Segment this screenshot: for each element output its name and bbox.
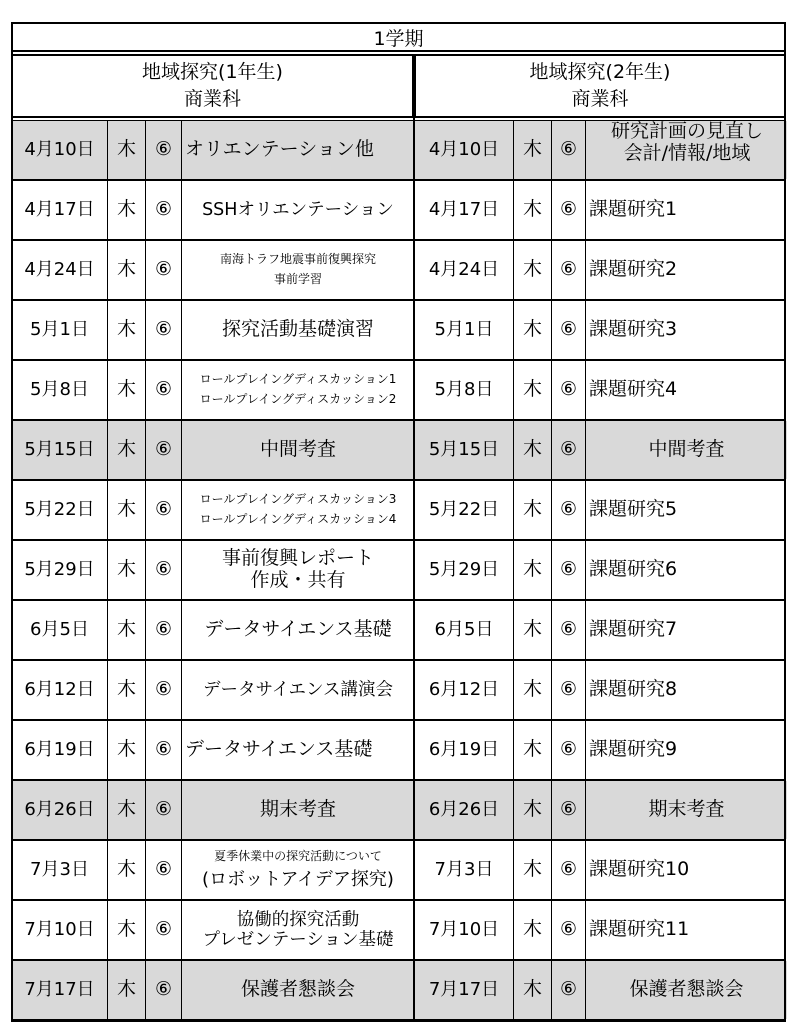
- grade2-period-cell: ⑥: [552, 901, 586, 959]
- content-text: 中間考査: [259, 438, 336, 461]
- grade2-day-cell: 木: [514, 121, 552, 179]
- grade1-date-cell: 7月17日: [12, 961, 108, 1019]
- grade2-day-cell: 木: [514, 781, 552, 839]
- content-text: 中間考査: [648, 438, 725, 461]
- grade2-date-cell: 6月19日: [415, 721, 514, 779]
- content-text: 課題研究3: [589, 318, 678, 341]
- content-text: データサイエンス基礎: [204, 618, 392, 641]
- grade2-day-cell: 木: [514, 901, 552, 959]
- content-text: 課題研究8: [589, 678, 678, 701]
- content-text: 課題研究9: [589, 738, 678, 761]
- grade1-content-cell: [182, 661, 415, 719]
- grade2-period-cell: ⑥: [552, 721, 586, 779]
- grade-separator: [413, 118, 415, 1022]
- grade1-period-cell: ⑥: [146, 721, 182, 779]
- grade1-content-cell: [182, 241, 415, 299]
- grade2-day-cell: 木: [514, 661, 552, 719]
- grade1-day-cell: 木: [108, 841, 146, 899]
- grade1-dept: 商業科: [183, 87, 241, 110]
- grade2-period-cell: ⑥: [552, 301, 586, 359]
- grade2-date-cell: 5月15日: [415, 421, 514, 479]
- grade2-content-cell: [586, 241, 787, 299]
- grade1-period-cell: ⑥: [146, 841, 182, 899]
- grade1-period-cell: ⑥: [146, 241, 182, 299]
- grade1-period-cell: ⑥: [146, 661, 182, 719]
- content-line: ロールプレイングディスカッション1: [199, 372, 397, 387]
- grade1-day-cell: 木: [108, 781, 146, 839]
- grade2-date-cell: 5月29日: [415, 541, 514, 599]
- content-text: 課題研究6: [589, 558, 678, 581]
- grade2-content-cell: [586, 421, 787, 479]
- grade1-period-cell: ⑥: [146, 361, 182, 419]
- grade1-content-cell: [182, 181, 415, 239]
- grade2-day-cell: 木: [514, 301, 552, 359]
- content-line: 協働的探究活動: [236, 909, 360, 930]
- grade2-date-cell: 6月12日: [415, 661, 514, 719]
- grade1-day-cell: 木: [108, 241, 146, 299]
- grade1-day-cell: 木: [108, 301, 146, 359]
- grade2-date-cell: 4月24日: [415, 241, 514, 299]
- content-text: 課題研究1: [589, 198, 678, 221]
- table-row: [11, 360, 786, 420]
- grade1-content-cell: [182, 421, 415, 479]
- grade2-period-cell: ⑥: [552, 361, 586, 419]
- content-line: 事前復興レポート: [221, 547, 374, 570]
- grade1-period-cell: ⑥: [146, 601, 182, 659]
- grade1-date-cell: 6月12日: [12, 661, 108, 719]
- grade1-course: 地域探究(1年生): [142, 61, 283, 84]
- grade1-content-cell: [182, 541, 415, 599]
- content-line: 夏季休業中の探究活動について: [214, 848, 382, 863]
- content-text: SSHオリエンテーション: [202, 199, 394, 220]
- grade2-day-cell: 木: [514, 361, 552, 419]
- grade2-date-cell: 5月1日: [415, 301, 514, 359]
- content-line: 作成・共有: [250, 569, 346, 591]
- content-line: (ロボットアイデア探究): [202, 868, 394, 890]
- grade1-date-cell: 5月1日: [12, 301, 108, 359]
- grade2-date-cell: 5月22日: [415, 481, 514, 539]
- grade1-period-cell: ⑥: [146, 481, 182, 539]
- content-text: 探究活動基礎演習: [221, 318, 374, 341]
- grade1-date-cell: 5月22日: [12, 481, 108, 539]
- grade2-content-cell: [586, 601, 787, 659]
- content-line: 南海トラフ地震事前復興探究: [219, 252, 376, 267]
- grade1-day-cell: 木: [108, 421, 146, 479]
- grade1-header: [11, 54, 414, 118]
- grade2-period-cell: ⑥: [552, 481, 586, 539]
- grade2-period-cell: ⑥: [552, 961, 586, 1019]
- grade2-content-cell: [586, 961, 787, 1019]
- grade2-period-cell: ⑥: [552, 181, 586, 239]
- table-row: [11, 540, 786, 600]
- grade1-day-cell: 木: [108, 961, 146, 1019]
- grade1-period-cell: ⑥: [146, 421, 182, 479]
- grade1-date-cell: 7月3日: [12, 841, 108, 899]
- grade2-day-cell: 木: [514, 241, 552, 299]
- grade2-date-cell: 7月17日: [415, 961, 514, 1019]
- grade2-day-cell: 木: [514, 961, 552, 1019]
- content-line: ロールプレイングディスカッション4: [199, 512, 397, 526]
- grade1-content-cell: [182, 901, 415, 959]
- grade1-day-cell: 木: [108, 481, 146, 539]
- content-line: プレゼンテーション基礎: [202, 930, 394, 950]
- table-row: [11, 600, 786, 660]
- grade2-day-cell: 木: [514, 181, 552, 239]
- grade1-content-cell: [182, 601, 415, 659]
- grade2-date-cell: 7月10日: [415, 901, 514, 959]
- content-text: 課題研究11: [589, 918, 690, 941]
- content-text: データサイエンス講演会: [202, 679, 394, 700]
- grade2-content-cell: [586, 841, 787, 899]
- grade2-period-cell: ⑥: [552, 421, 586, 479]
- grade2-date-cell: 6月26日: [415, 781, 514, 839]
- grade1-period-cell: ⑥: [146, 901, 182, 959]
- grade1-day-cell: 木: [108, 541, 146, 599]
- grade1-day-cell: 木: [108, 181, 146, 239]
- grade1-period-cell: ⑥: [146, 121, 182, 179]
- grade2-day-cell: 木: [514, 541, 552, 599]
- grade1-date-cell: 5月8日: [12, 361, 108, 419]
- grade2-day-cell: 木: [514, 601, 552, 659]
- table-row: [11, 180, 786, 240]
- content-text: 期末考査: [648, 798, 725, 821]
- grade2-date-cell: 4月10日: [415, 121, 514, 179]
- content-line: ロールプレイングディスカッション2: [199, 392, 397, 406]
- content-line: 会計/情報/地域: [623, 141, 751, 164]
- grade1-date-cell: 4月24日: [12, 241, 108, 299]
- table-row: [11, 240, 786, 300]
- grade1-content-cell: [182, 781, 415, 839]
- table-row: [11, 720, 786, 780]
- grade1-period-cell: ⑥: [146, 301, 182, 359]
- grade2-period-cell: ⑥: [552, 121, 586, 179]
- content-text: 課題研究4: [589, 378, 678, 401]
- grade2-period-cell: ⑥: [552, 601, 586, 659]
- content-line: 研究計画の見直し: [610, 120, 763, 142]
- grade1-content-cell: [182, 961, 415, 1019]
- grade1-day-cell: 木: [108, 901, 146, 959]
- grade2-date-cell: 6月5日: [415, 601, 514, 659]
- grade1-period-cell: ⑥: [146, 541, 182, 599]
- content-text: 課題研究10: [589, 858, 690, 881]
- grade2-date-cell: 4月17日: [415, 181, 514, 239]
- grade1-date-cell: 5月29日: [12, 541, 108, 599]
- table-row: [11, 840, 786, 900]
- table-row: [11, 480, 786, 540]
- grade2-content-cell: [586, 661, 787, 719]
- grade2-content-cell: [586, 181, 787, 239]
- grade2-content-cell: [586, 721, 787, 779]
- content-text: 期末考査: [259, 798, 336, 821]
- grade2-content-cell: [586, 481, 787, 539]
- grade2-date-cell: 5月8日: [415, 361, 514, 419]
- table-row: [11, 780, 786, 840]
- grade1-day-cell: 木: [108, 361, 146, 419]
- grade1-date-cell: 6月26日: [12, 781, 108, 839]
- grade2-content-cell: [586, 361, 787, 419]
- grade2-content-cell: [586, 541, 787, 599]
- grade2-content-cell: [586, 781, 787, 839]
- grade1-period-cell: ⑥: [146, 961, 182, 1019]
- content-text: 課題研究5: [589, 498, 678, 521]
- grade2-period-cell: ⑥: [552, 781, 586, 839]
- grade1-content-cell: [182, 301, 415, 359]
- grade1-date-cell: 7月10日: [12, 901, 108, 959]
- content-text: 保護者懇談会: [240, 978, 355, 1001]
- term-title: 1学期: [11, 22, 786, 52]
- grade1-content-cell: [182, 361, 415, 419]
- schedule-table: [11, 22, 786, 1022]
- content-text: 保護者懇談会: [629, 978, 744, 1001]
- grade1-period-cell: ⑥: [146, 181, 182, 239]
- grade1-day-cell: 木: [108, 601, 146, 659]
- content-line: ロールプレイングディスカッション3: [199, 492, 397, 507]
- grade2-period-cell: ⑥: [552, 661, 586, 719]
- grade1-day-cell: 木: [108, 721, 146, 779]
- grade1-date-cell: 6月19日: [12, 721, 108, 779]
- grade1-content-cell: [182, 841, 415, 899]
- grade1-date-cell: 6月5日: [12, 601, 108, 659]
- grade1-date-cell: 5月15日: [12, 421, 108, 479]
- grade2-content-cell: [586, 301, 787, 359]
- grade2-date-cell: 7月3日: [415, 841, 514, 899]
- grade2-day-cell: 木: [514, 421, 552, 479]
- content-text: 課題研究7: [589, 618, 678, 641]
- content-line: 事前学習: [273, 272, 322, 286]
- table-row: [11, 120, 786, 180]
- content-text: 課題研究2: [589, 258, 678, 281]
- table-row: [11, 960, 786, 1020]
- grade1-day-cell: 木: [108, 121, 146, 179]
- grade1-content-cell: [182, 481, 415, 539]
- table-row: [11, 420, 786, 480]
- grade2-day-cell: 木: [514, 721, 552, 779]
- grade2-day-cell: 木: [514, 481, 552, 539]
- grade1-content-cell: [182, 721, 415, 779]
- table-row: [11, 300, 786, 360]
- grade2-period-cell: ⑥: [552, 241, 586, 299]
- content-text: オリエンテーション他: [185, 138, 374, 161]
- grade2-day-cell: 木: [514, 841, 552, 899]
- table-row: [11, 900, 786, 960]
- grade2-period-cell: ⑥: [552, 541, 586, 599]
- table-row: [11, 660, 786, 720]
- grade2-content-cell: [586, 901, 787, 959]
- grade2-period-cell: ⑥: [552, 841, 586, 899]
- content-text: データサイエンス基礎: [185, 738, 373, 761]
- grade1-content-cell: [182, 121, 415, 179]
- grade1-date-cell: 4月17日: [12, 181, 108, 239]
- grade2-content-cell: [586, 121, 787, 179]
- grade2-dept: 商業科: [571, 87, 629, 110]
- grade2-header: [414, 54, 786, 118]
- grade1-date-cell: 4月10日: [12, 121, 108, 179]
- grade1-day-cell: 木: [108, 661, 146, 719]
- grade2-course: 地域探究(2年生): [529, 61, 671, 84]
- grade1-period-cell: ⑥: [146, 781, 182, 839]
